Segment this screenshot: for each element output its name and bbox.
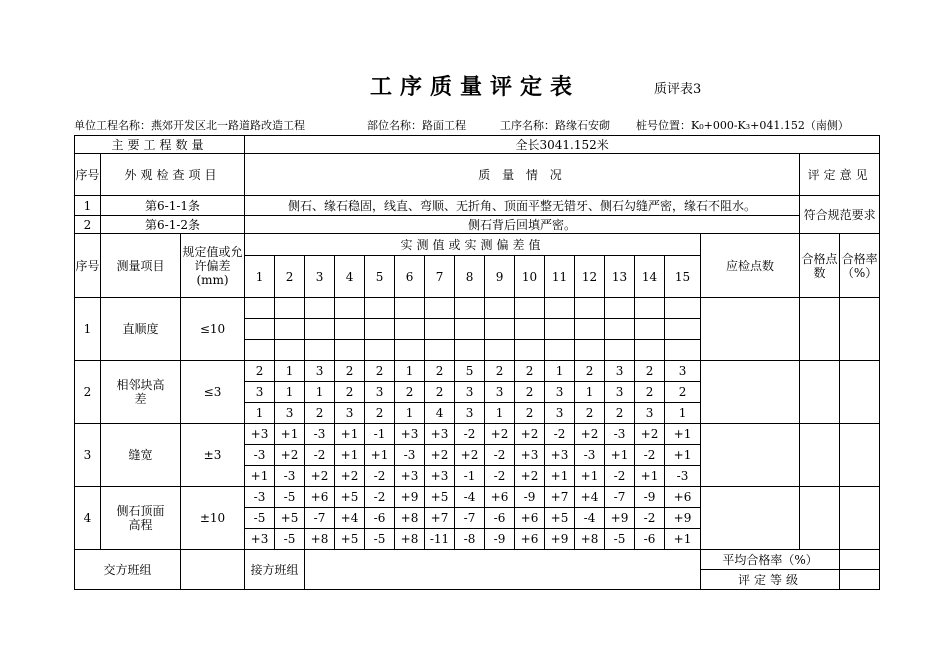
column-number: 7 bbox=[425, 256, 455, 298]
measure-value: 1 bbox=[575, 382, 605, 403]
measure-value bbox=[545, 340, 575, 361]
measure-value: -5 bbox=[605, 529, 635, 550]
measure-value: 3 bbox=[545, 403, 575, 424]
measure-seq: 1 bbox=[75, 298, 101, 361]
measure-value: 3 bbox=[455, 403, 485, 424]
measure-value bbox=[485, 319, 515, 340]
measure-value: -2 bbox=[455, 424, 485, 445]
measure-value bbox=[485, 298, 515, 319]
measure-value bbox=[365, 340, 395, 361]
measure-item: 缝宽 bbox=[101, 424, 181, 487]
handover-team-value bbox=[181, 550, 245, 590]
measure-value: +1 bbox=[575, 466, 605, 487]
measure-value bbox=[305, 340, 335, 361]
measure-value: +1 bbox=[245, 466, 275, 487]
column-number: 5 bbox=[365, 256, 395, 298]
measure-value bbox=[635, 340, 665, 361]
pass-rate-header: 合格率（%） bbox=[840, 234, 880, 298]
column-number: 9 bbox=[485, 256, 515, 298]
quality-header: 质 量 情 况 bbox=[245, 154, 800, 196]
measure-value: 1 bbox=[245, 403, 275, 424]
measure-value: +1 bbox=[365, 445, 395, 466]
measure-value bbox=[515, 298, 545, 319]
grade-label: 评定等级 bbox=[701, 570, 840, 590]
measure-value: +6 bbox=[515, 508, 545, 529]
unit-project: 单位工程名称：燕郊开发区北一路道路改造工程 bbox=[74, 119, 305, 132]
measure-value bbox=[305, 319, 335, 340]
measure-value: 2 bbox=[515, 403, 545, 424]
measure-value: -6 bbox=[365, 508, 395, 529]
measure-value: +2 bbox=[305, 466, 335, 487]
measure-value: +8 bbox=[575, 529, 605, 550]
column-number: 12 bbox=[575, 256, 605, 298]
measure-value bbox=[635, 298, 665, 319]
measure-value bbox=[365, 319, 395, 340]
measure-value: +6 bbox=[485, 487, 515, 508]
main-qty-value: 全长3041.152米 bbox=[245, 136, 880, 154]
pass-points-value bbox=[800, 361, 840, 424]
measure-value: 3 bbox=[455, 382, 485, 403]
check-points-value bbox=[701, 361, 800, 424]
measure-value: +2 bbox=[485, 424, 515, 445]
measure-value bbox=[335, 340, 365, 361]
measure-value: 2 bbox=[245, 361, 275, 382]
tolerance-header: 规定值或允许偏差(mm) bbox=[181, 234, 245, 298]
measure-item: 直顺度 bbox=[101, 298, 181, 361]
measure-value: -1 bbox=[455, 466, 485, 487]
measure-value bbox=[395, 340, 425, 361]
check-points-value bbox=[701, 424, 800, 487]
quality-table bbox=[74, 135, 880, 590]
column-number: 4 bbox=[335, 256, 365, 298]
measure-value: 3 bbox=[275, 403, 305, 424]
measure-value: +2 bbox=[575, 424, 605, 445]
measure-value: -3 bbox=[605, 424, 635, 445]
pass-points-value bbox=[800, 424, 840, 487]
column-number: 15 bbox=[665, 256, 701, 298]
measure-value: -6 bbox=[635, 529, 665, 550]
pass-rate-value bbox=[840, 424, 880, 487]
measure-value: 2 bbox=[485, 361, 515, 382]
measure-row bbox=[75, 298, 880, 319]
measure-value: +2 bbox=[635, 424, 665, 445]
form-code: 质评表3 bbox=[654, 82, 702, 97]
measure-value: +1 bbox=[545, 466, 575, 487]
measure-value: -7 bbox=[305, 508, 335, 529]
measure-value: +5 bbox=[275, 508, 305, 529]
measure-value: +6 bbox=[665, 487, 701, 508]
measure-value: 1 bbox=[395, 361, 425, 382]
measure-value: +3 bbox=[425, 466, 455, 487]
measure-value bbox=[515, 340, 545, 361]
appearance-clause: 第6-1-1条 bbox=[101, 196, 245, 216]
measure-value: +1 bbox=[275, 424, 305, 445]
measure-value: +2 bbox=[455, 445, 485, 466]
measure-value bbox=[425, 340, 455, 361]
opinion-header: 评定意见 bbox=[800, 154, 880, 196]
measure-value: -2 bbox=[485, 445, 515, 466]
measure-value: 3 bbox=[305, 361, 335, 382]
measure-value: 2 bbox=[305, 403, 335, 424]
measure-value bbox=[335, 319, 365, 340]
seq-header: 序号 bbox=[75, 234, 101, 298]
measure-value: 1 bbox=[545, 361, 575, 382]
measure-value: +5 bbox=[335, 529, 365, 550]
appearance-desc: 侧石、缘石稳固，线直、弯顺、无折角、顶面平整无错牙、侧石勾缝严密，缘石不阻水。 bbox=[245, 196, 800, 216]
measure-value: -3 bbox=[305, 424, 335, 445]
measure-value: +3 bbox=[395, 466, 425, 487]
measure-value: 3 bbox=[485, 382, 515, 403]
appearance-seq: 2 bbox=[75, 216, 101, 234]
measure-value: 1 bbox=[305, 382, 335, 403]
column-number: 14 bbox=[635, 256, 665, 298]
measure-value: 2 bbox=[605, 403, 635, 424]
measure-value: -5 bbox=[275, 529, 305, 550]
pass-points-value bbox=[800, 298, 840, 361]
column-number: 11 bbox=[545, 256, 575, 298]
measure-value: 5 bbox=[455, 361, 485, 382]
measure-value: -11 bbox=[425, 529, 455, 550]
measure-value: +3 bbox=[245, 424, 275, 445]
measure-value bbox=[455, 340, 485, 361]
measure-value: +1 bbox=[335, 445, 365, 466]
measure-value: -2 bbox=[485, 466, 515, 487]
measure-value: 1 bbox=[275, 382, 305, 403]
measure-value bbox=[275, 340, 305, 361]
column-number: 8 bbox=[455, 256, 485, 298]
measure-value: 2 bbox=[425, 382, 455, 403]
measure-value bbox=[275, 319, 305, 340]
measure-value bbox=[575, 319, 605, 340]
measure-value: 2 bbox=[365, 361, 395, 382]
measure-value bbox=[635, 319, 665, 340]
measure-item: 相邻块高差 bbox=[101, 361, 181, 424]
column-number: 1 bbox=[245, 256, 275, 298]
measure-value bbox=[395, 298, 425, 319]
measure-value: +3 bbox=[395, 424, 425, 445]
measure-value: -5 bbox=[365, 529, 395, 550]
measure-tolerance: ±10 bbox=[181, 487, 245, 550]
measure-value: +8 bbox=[305, 529, 335, 550]
measure-value: 2 bbox=[395, 382, 425, 403]
measure-value bbox=[605, 298, 635, 319]
measure-value: -2 bbox=[605, 466, 635, 487]
measure-value bbox=[395, 319, 425, 340]
measure-value bbox=[455, 298, 485, 319]
measure-value bbox=[245, 298, 275, 319]
measure-row bbox=[75, 361, 880, 382]
appearance-clause: 第6-1-2条 bbox=[101, 216, 245, 234]
measure-value: 1 bbox=[395, 403, 425, 424]
measure-row bbox=[75, 424, 880, 445]
measure-value bbox=[575, 298, 605, 319]
measure-value bbox=[545, 319, 575, 340]
measure-value: 3 bbox=[665, 361, 701, 382]
receiver-team-value bbox=[305, 550, 701, 590]
measure-value: -6 bbox=[485, 508, 515, 529]
measure-value: +6 bbox=[305, 487, 335, 508]
measure-value: 3 bbox=[335, 403, 365, 424]
measure-value: -2 bbox=[305, 445, 335, 466]
column-number: 6 bbox=[395, 256, 425, 298]
division-name: 部位名称：路面工程 bbox=[367, 119, 466, 132]
measure-value: 3 bbox=[635, 403, 665, 424]
measure-value: +8 bbox=[395, 529, 425, 550]
measure-value: -2 bbox=[365, 487, 395, 508]
measure-value: 3 bbox=[245, 382, 275, 403]
check-points-value bbox=[701, 298, 800, 361]
measure-value: 2 bbox=[575, 361, 605, 382]
measure-item: 侧石顶面高程 bbox=[101, 487, 181, 550]
measure-value: -5 bbox=[275, 487, 305, 508]
measure-value bbox=[515, 319, 545, 340]
measure-value: 2 bbox=[335, 382, 365, 403]
measure-value: 2 bbox=[575, 403, 605, 424]
measure-value: +3 bbox=[425, 424, 455, 445]
measure-value: +4 bbox=[335, 508, 365, 529]
measure-value: -9 bbox=[515, 487, 545, 508]
pass-rate-value bbox=[840, 361, 880, 424]
measure-value: -3 bbox=[275, 466, 305, 487]
measure-value bbox=[665, 340, 701, 361]
measure-tolerance: ±3 bbox=[181, 424, 245, 487]
measure-value bbox=[455, 319, 485, 340]
measure-value: -8 bbox=[455, 529, 485, 550]
measure-value: +2 bbox=[335, 466, 365, 487]
measure-seq: 3 bbox=[75, 424, 101, 487]
measure-value: -4 bbox=[575, 508, 605, 529]
measure-value: +9 bbox=[545, 529, 575, 550]
measure-value: +3 bbox=[515, 445, 545, 466]
column-number: 10 bbox=[515, 256, 545, 298]
measure-value bbox=[665, 319, 701, 340]
measure-value: -9 bbox=[485, 529, 515, 550]
measure-value: -5 bbox=[245, 508, 275, 529]
measure-value bbox=[575, 340, 605, 361]
measure-value: 3 bbox=[605, 361, 635, 382]
measure-value bbox=[425, 319, 455, 340]
measure-tolerance: ≤10 bbox=[181, 298, 245, 361]
measure-value: +9 bbox=[605, 508, 635, 529]
measure-value bbox=[545, 298, 575, 319]
measure-value: -3 bbox=[665, 466, 701, 487]
measure-value bbox=[365, 298, 395, 319]
measure-value: 2 bbox=[365, 403, 395, 424]
seq-header: 序号 bbox=[75, 154, 101, 196]
measure-value bbox=[305, 298, 335, 319]
measure-value: -7 bbox=[455, 508, 485, 529]
measure-value bbox=[425, 298, 455, 319]
measure-value: 2 bbox=[665, 382, 701, 403]
measure-value bbox=[245, 340, 275, 361]
measure-value: 2 bbox=[635, 361, 665, 382]
measure-seq: 2 bbox=[75, 361, 101, 424]
measure-value: +2 bbox=[275, 445, 305, 466]
grade-value bbox=[840, 570, 880, 590]
measure-value bbox=[665, 298, 701, 319]
measure-value: -4 bbox=[455, 487, 485, 508]
measure-row bbox=[75, 487, 880, 508]
measure-value: 1 bbox=[665, 403, 701, 424]
measure-value bbox=[485, 340, 515, 361]
measure-value: +1 bbox=[635, 466, 665, 487]
process-name: 工序名称：路缘石安砌 bbox=[500, 119, 610, 132]
main-qty-label: 主要工程数量 bbox=[75, 136, 245, 154]
measure-value: 4 bbox=[425, 403, 455, 424]
receiver-team-label: 接方班组 bbox=[245, 550, 305, 590]
measure-value: +9 bbox=[665, 508, 701, 529]
column-number: 13 bbox=[605, 256, 635, 298]
measure-value: +9 bbox=[395, 487, 425, 508]
measure-value: +5 bbox=[425, 487, 455, 508]
appearance-desc: 侧石背后回填严密。 bbox=[245, 216, 800, 234]
measure-value bbox=[275, 298, 305, 319]
measure-value: +7 bbox=[545, 487, 575, 508]
measure-value bbox=[335, 298, 365, 319]
avg-pass-rate-label: 平均合格率（%） bbox=[701, 550, 840, 570]
measure-value: 3 bbox=[605, 382, 635, 403]
measure-value: +7 bbox=[425, 508, 455, 529]
measure-value: +1 bbox=[605, 445, 635, 466]
measure-value: +3 bbox=[545, 445, 575, 466]
measure-value bbox=[605, 319, 635, 340]
measure-value: +1 bbox=[665, 529, 701, 550]
measure-value: 2 bbox=[635, 382, 665, 403]
measure-value bbox=[605, 340, 635, 361]
measure-value: 2 bbox=[335, 361, 365, 382]
measure-value: +8 bbox=[395, 508, 425, 529]
column-number: 3 bbox=[305, 256, 335, 298]
pass-points-header: 合格点数 bbox=[800, 234, 840, 298]
avg-pass-rate-value bbox=[840, 550, 880, 570]
measure-value: -3 bbox=[395, 445, 425, 466]
measure-value: +1 bbox=[665, 424, 701, 445]
measure-value: +6 bbox=[515, 529, 545, 550]
measure-value: -2 bbox=[635, 508, 665, 529]
measure-value: +2 bbox=[515, 424, 545, 445]
measure-value bbox=[245, 319, 275, 340]
pass-points-value bbox=[800, 487, 840, 550]
measure-value: +5 bbox=[335, 487, 365, 508]
measure-value: -3 bbox=[575, 445, 605, 466]
measure-value: 2 bbox=[515, 361, 545, 382]
column-number: 2 bbox=[275, 256, 305, 298]
opinion-value: 符合规范要求 bbox=[800, 196, 880, 234]
measure-seq: 4 bbox=[75, 487, 101, 550]
measure-value: -3 bbox=[245, 487, 275, 508]
measure-value: 3 bbox=[365, 382, 395, 403]
measured-header: 实测值或实测偏差值 bbox=[245, 234, 701, 256]
measure-value: 1 bbox=[485, 403, 515, 424]
form-title: 工序质量评定表 bbox=[369, 75, 580, 100]
appearance-header: 外观检查项目 bbox=[101, 154, 245, 196]
pass-rate-value bbox=[840, 487, 880, 550]
measure-value: 1 bbox=[275, 361, 305, 382]
measure-value: -7 bbox=[605, 487, 635, 508]
pass-rate-value bbox=[840, 298, 880, 361]
measure-value: +1 bbox=[665, 445, 701, 466]
measure-value: +1 bbox=[335, 424, 365, 445]
measure-value: +2 bbox=[515, 466, 545, 487]
appearance-seq: 1 bbox=[75, 196, 101, 216]
measure-value: 2 bbox=[425, 361, 455, 382]
check-points-value bbox=[701, 487, 800, 550]
handover-team-label: 交方班组 bbox=[75, 550, 181, 590]
measure-value: 2 bbox=[515, 382, 545, 403]
measure-value: -3 bbox=[245, 445, 275, 466]
measure-value: -2 bbox=[635, 445, 665, 466]
measure-value: -2 bbox=[545, 424, 575, 445]
measure-value: -1 bbox=[365, 424, 395, 445]
check-points-header: 应检点数 bbox=[701, 234, 800, 298]
item-header: 测量项目 bbox=[101, 234, 181, 298]
measure-tolerance: ≤3 bbox=[181, 361, 245, 424]
station-position: 桩号位置：K₀+000-K₃+041.152（南侧） bbox=[636, 119, 849, 132]
measure-value: -2 bbox=[365, 466, 395, 487]
measure-value: +2 bbox=[425, 445, 455, 466]
measure-value: +5 bbox=[545, 508, 575, 529]
measure-value: +3 bbox=[245, 529, 275, 550]
measure-value: +4 bbox=[575, 487, 605, 508]
measure-value: -9 bbox=[635, 487, 665, 508]
measure-value: 3 bbox=[545, 382, 575, 403]
